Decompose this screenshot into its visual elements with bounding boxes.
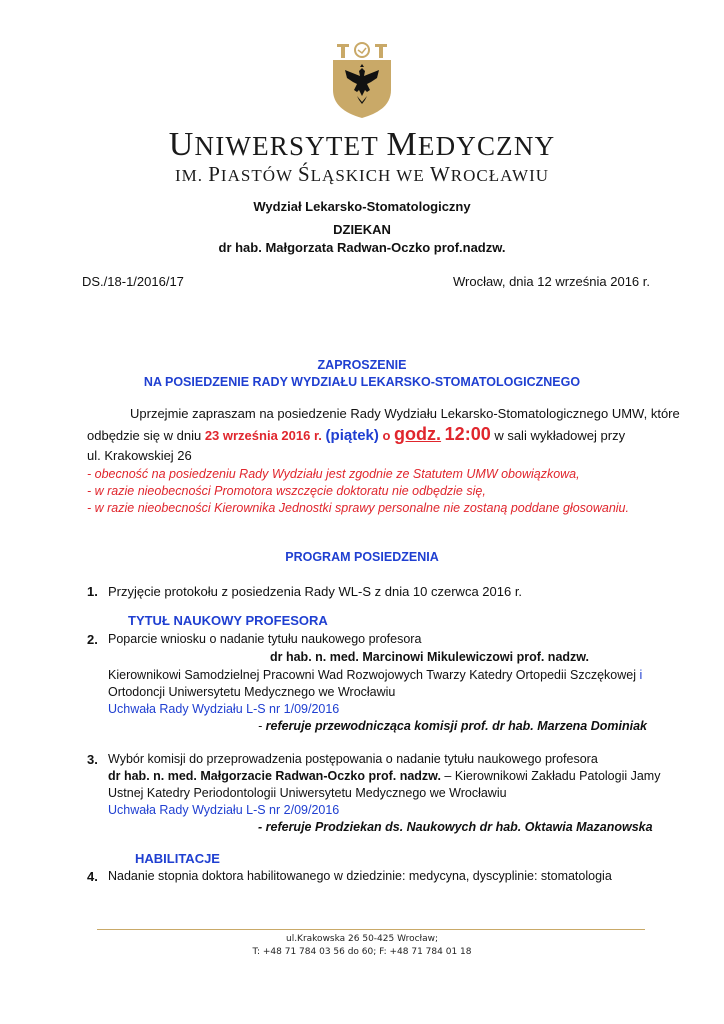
program-item-3-referent: - referuje Prodziekan ds. Naukowych dr hab. Oktawia Mazanowska xyxy=(258,820,653,834)
invitation-subtitle: NA POSIEDZENIE RADY WYDZIAŁU LEKARSKO-STOMATOLOGICZNEGO xyxy=(143,375,581,389)
program-item-2-line4: Ortodoncji Uniwersytetu Medycznego we Wrocławiu xyxy=(108,685,396,699)
uni-name-letter: U xyxy=(168,126,195,163)
dean-title: DZIEKAN xyxy=(333,222,391,237)
program-item-2-name: dr hab. n. med. Marcinowi Mikulewiczowi prof. nadzw. xyxy=(270,650,590,664)
item-2-affiliation: Kierownikowi Samodzielnej Pracowni Wad Rozwojowych Twarzy Katedry Ortopedii Szczękowej xyxy=(108,668,636,682)
invitation-title: ZAPROSZENIE xyxy=(317,358,407,372)
program-item-2-referent xyxy=(258,719,647,733)
meeting-time: 12:00 xyxy=(444,424,491,444)
uni-name-letter: M xyxy=(386,126,418,163)
faculty-name: Wydział Lekarsko-Stomatologiczny xyxy=(253,199,471,214)
referent-text: referuje przewodnicząca komisji prof. dr hab. Marzena Dominiak xyxy=(265,719,647,733)
program-title: PROGRAM POSIEDZENIA xyxy=(285,550,439,564)
meeting-godz: godz. xyxy=(394,424,442,444)
program-item-3-line2 xyxy=(108,769,660,783)
uni-sub-part: IASTÓW xyxy=(220,166,298,185)
dean-name: dr hab. Małgorzata Radwan-Oczko prof.nadzw. xyxy=(218,240,506,255)
item-2-affiliation-i: i xyxy=(636,668,643,682)
section-habilitation-title: HABILITACJE xyxy=(135,851,220,866)
invitation-paragraph-line2 xyxy=(87,424,639,445)
program-item-3-line1: Wybór komisji do przeprowadzenia postępowania o nadanie tytułu naukowego profesora xyxy=(108,752,598,766)
program-item-3-line3: Ustnej Katedry Periodontologii Uniwersytetu Medycznego we Wrocławiu xyxy=(108,786,507,800)
meeting-text: odbędzie się w dniu xyxy=(87,428,205,443)
note-unit-head: - w razie nieobecności Kierownika Jednostki sprawy personalne nie zostaną poddane głosowaniu. xyxy=(87,501,629,515)
section-professor-title: TYTUŁ NAUKOWY PROFESORA xyxy=(128,613,328,628)
meeting-day: (piątek) xyxy=(325,427,379,444)
item-3-name: dr hab. n. med. Małgorzacie Radwan-Oczko prof. nadzw. xyxy=(108,769,441,783)
uni-sub-part: ROCŁAWIU xyxy=(450,166,550,185)
uni-name-part: NIWERSYTET xyxy=(194,131,387,161)
uni-sub-letter: Ś xyxy=(297,162,311,186)
item-number: 2. xyxy=(87,632,98,647)
footer-divider xyxy=(97,929,645,930)
uni-sub-part: IM. xyxy=(174,166,209,185)
invitation-paragraph-line3: ul. Krakowskiej 26 xyxy=(87,448,192,463)
eagle-crest-icon xyxy=(327,40,397,120)
university-logo xyxy=(327,40,397,120)
item-number: 1. xyxy=(87,584,98,599)
uni-name-part: EDYCZNY xyxy=(417,131,556,161)
place-date: Wrocław, dnia 12 września 2016 r. xyxy=(452,274,650,289)
resolution-link-2[interactable]: Uchwała Rady Wydziału L-S nr 2/09/2016 xyxy=(108,803,340,817)
uni-sub-part: LĄSKICH WE xyxy=(310,166,430,185)
uni-sub-letter: W xyxy=(429,162,451,186)
footer-address: ul.Krakowska 26 50-425 Wrocław; xyxy=(285,934,439,944)
resolution-link-1[interactable]: Uchwała Rady Wydziału L-S nr 1/09/2016 xyxy=(108,702,340,716)
item-number: 3. xyxy=(87,752,98,767)
meeting-date: 23 września 2016 r. xyxy=(204,428,322,443)
dash: - xyxy=(258,719,266,733)
program-item-1: Przyjęcie protokołu z posiedzenia Rady WL-S z dnia 10 czerwca 2016 r. xyxy=(108,584,523,599)
note-promotor: - w razie nieobecności Promotora wszczęcie doktoratu nie odbędzie się, xyxy=(87,484,486,498)
university-subtitle xyxy=(0,162,724,187)
program-item-2-line3 xyxy=(108,668,642,682)
program-item-4: Nadanie stopnia doktora habilitowanego w dziedzinie: medycyna, dyscyplinie: stomatologia xyxy=(108,869,612,883)
invitation-paragraph-line1: Uprzejmie zapraszam na posiedzenie Rady Wydziału Lekarsko-Stomatologicznego UMW, które xyxy=(130,406,680,421)
reference-number: DS./18-1/2016/17 xyxy=(82,274,184,289)
item-3-affiliation: – Kierownikowi Zakładu Patologii Jamy xyxy=(440,769,661,783)
university-name xyxy=(0,126,724,164)
program-item-2-line1: Poparcie wniosku o nadanie tytułu naukowego profesora xyxy=(108,632,422,646)
item-number: 4. xyxy=(87,869,98,884)
footer-phone: T: +48 71 784 03 56 do 60; F: +48 71 784 01 18 xyxy=(252,947,472,957)
meeting-location-text: w sali wykładowej przy xyxy=(490,428,626,443)
meeting-text-o: o xyxy=(378,428,395,443)
uni-sub-letter: P xyxy=(208,162,221,186)
note-attendance: - obecność na posiedzeniu Rady Wydziału jest zgodnie ze Statutem UMW obowiązkowa, xyxy=(87,467,580,481)
